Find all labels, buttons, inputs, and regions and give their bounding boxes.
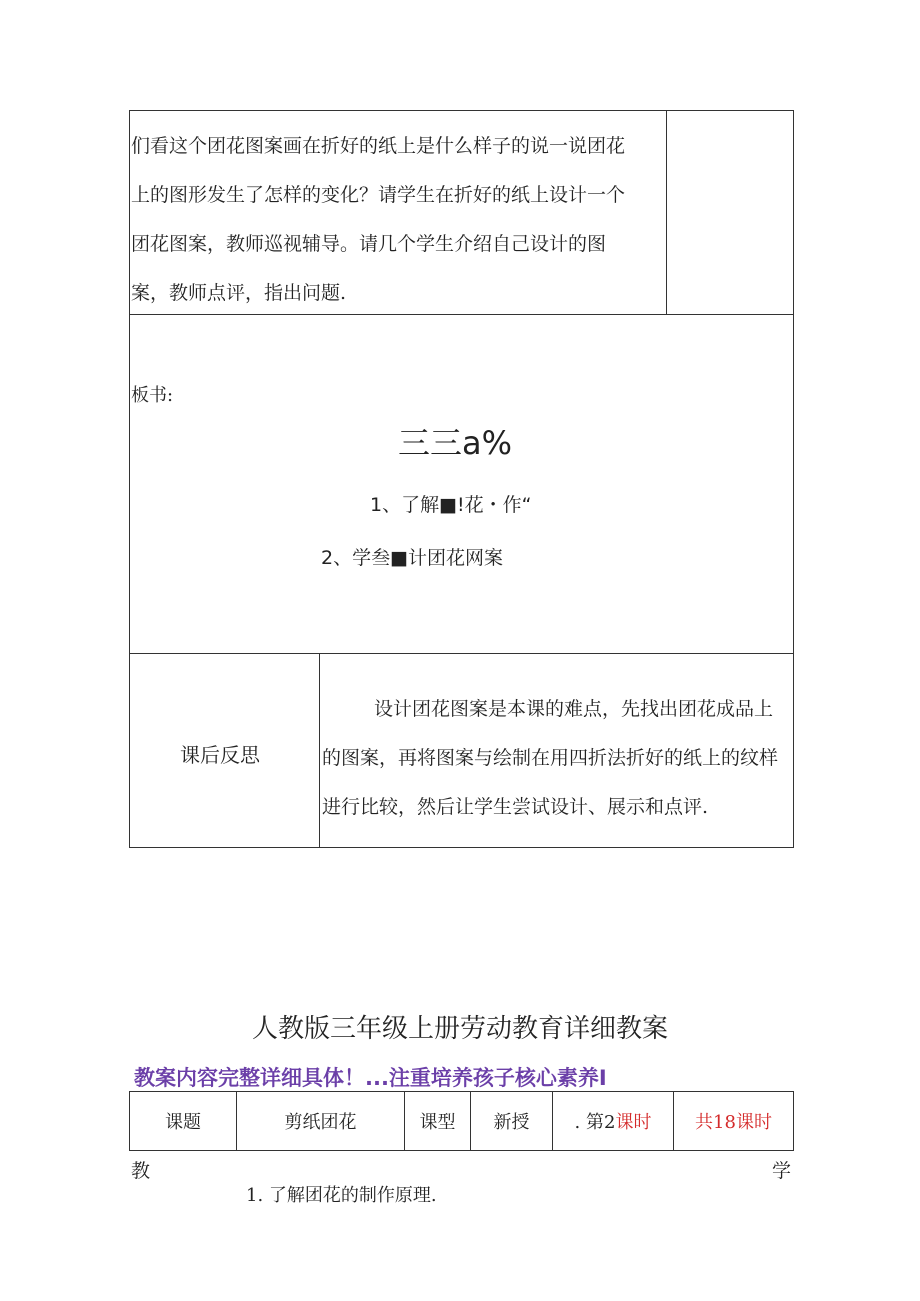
lesson-text [131,122,625,318]
topic-label: 课题 [165,1112,201,1133]
doc-title: 人教版三年级上册劳动教育详细教案 [251,1014,668,1044]
promo-line: 教案内容完整详细具体！...注重培养孩子核心素养I [134,1066,607,1090]
lesson-number [553,1092,673,1150]
objective-1: 1. 了解团花的制作原理. [246,1185,437,1206]
board-item-1: 1、了解■!花・作“ [370,494,532,516]
type-label: 课型 [419,1112,456,1133]
teach-label-right: 学 [772,1160,792,1182]
table-border-right [793,110,794,848]
board-item-2: 2、学叁■计团花网案 [321,547,504,569]
reflection-line: 设计团花图案是本课的难点，先找出团花成品上 [374,698,774,720]
lesson-number-prefix: . 第2 [574,1112,616,1133]
lesson-text-line: 们看这个团花图案画在折好的纸上是什么样子的说一说团花 [131,135,626,157]
total-lessons: 共18课时 [695,1112,772,1133]
board-label: 板书: [131,385,174,406]
table-border-bottom [129,847,794,848]
reflection-line: 的图案，再将图案与绘制在用四折法折好的纸上的纹样 [322,747,779,769]
topic-value: 剪纸团花 [284,1112,357,1133]
reflection-label: 课后反思 [180,743,260,767]
info-border-bottom [129,1150,794,1151]
table-border-left [129,110,130,848]
table-row-divider-2 [129,653,794,654]
lesson-text-line: 案，教师点评，指出问题. [131,282,347,304]
table-divider-col2 [319,653,320,848]
board-title: 三三a% [398,424,513,462]
table-divider-col1 [666,110,667,314]
lesson-text-line: 上的图形发生了怎样的变化？请学生在折好的纸上设计一个 [131,184,626,206]
teach-label-left: 教 [131,1160,151,1182]
info-border-right [793,1091,794,1151]
lesson-text-line: 团花图案，教师巡视辅导。请几个学生介绍自己设计的图 [131,233,607,255]
lesson-number-suffix: 课时 [615,1112,652,1133]
type-value: 新授 [493,1112,530,1133]
table-border-top [129,110,794,111]
reflection-line: 进行比较，然后让学生尝试设计、展示和点评. [322,796,709,818]
reflection-text [322,685,778,832]
